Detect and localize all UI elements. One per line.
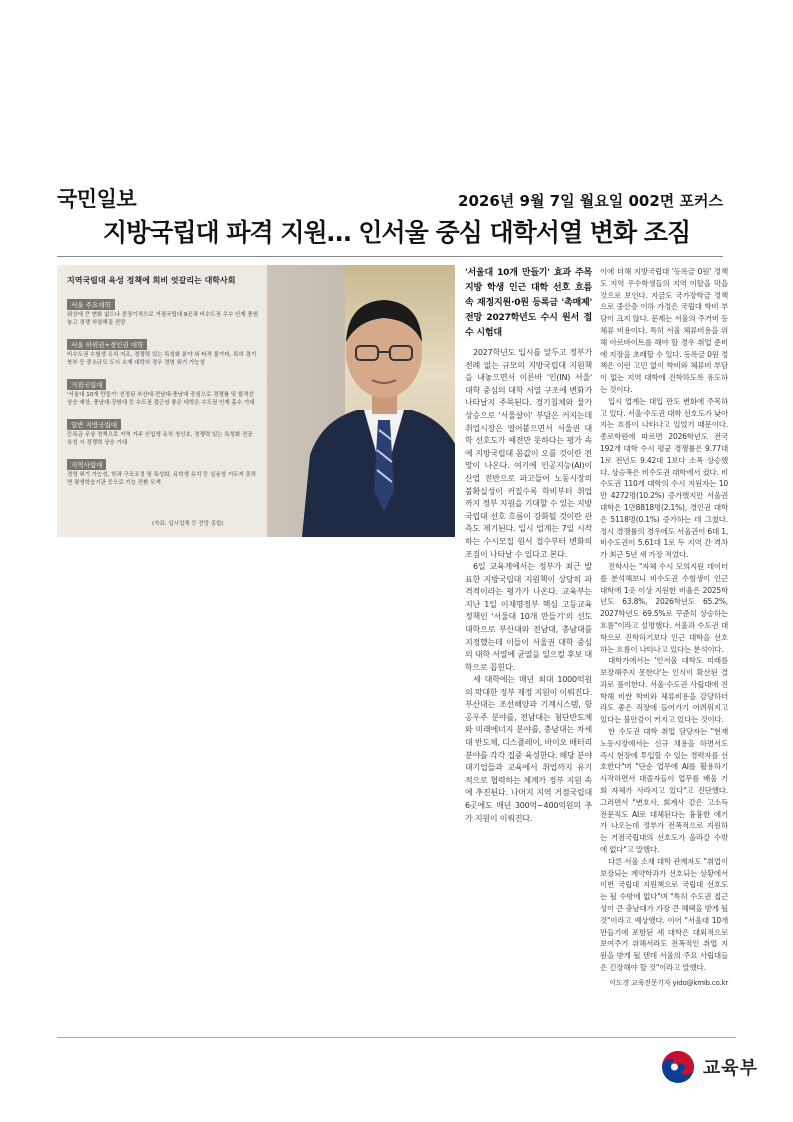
divider	[57, 256, 723, 257]
section-text: 등록금 무상 정책으로 지역 거주 신입생 유치 청신호, 경쟁력 있는 특성화 전공 육성 시 경쟁력 상승 기대	[67, 432, 253, 446]
infographic-section	[67, 292, 259, 327]
article-paragraph: 입시 업계는 대입 판도 변화에 주목하고 있다. 서울·수도권 대학 선호도가 낮아지는 흐름이 나타나고 있었기 때문이다. 종로학원에 따르면 2026학년도 전국 192개 대학 수시 평균 경쟁률은 9.77대 1로 전년도 9.42대 1보다 소폭 상승했다. 상승폭은 비수도권 대학에서 컸다. 비수도권 110개 대학의 수시 지원자는 10만 4272명(10.2%) 증가했지만 서울권 대학은 1만8818명(2.1%), 경인권 대학은 5118명(0.1%) 증가하는 데 그쳤다. 정시 경쟁률의 경우에도 서울권이 6대 1, 비수도권이 5.61대 1로 두 지역 간 격차가 최근 5년 새 가장 적었다.	[600, 396, 729, 560]
section-text: 위상에 큰 변화 없으나 중장기적으로 거점국립대 9곳과 비수도권 우수 인재 충원 놓고 경쟁 치열해질 전망	[67, 312, 259, 326]
article-photo	[57, 265, 455, 537]
article-column-1-lower	[465, 674, 592, 825]
article-paragraph: 다른 서울 소재 대학 관계자도 "취업이 보장되는 계약학과가 선호되는 상황에서 이번 국립대 지원책으로 국립대 선호도는 될 수밖에 없다"며 "특히 수도권 접근성이 큰 충남대가 가장 큰 혜택을 받게 될 것"이라고 예상했다. 이어 "서울대 10개 만들기에 포함된 세 대학은 대외적으로 보여주기 위해서라도 전폭적인 취업 지원을 받게 될 텐데 서울의 주요 사립대들은 긴장해야 할 것"이라고 말했다.	[600, 856, 729, 973]
infographic-section	[67, 372, 259, 407]
article-paragraph: 6일 교육계에서는 정부가 최근 발표한 지방국립대 지원책이 상당히 파격적이라는 평가가 나온다. 교육부는 지난 1일 이재명정부 핵심 고등교육 정책인 '서울대 10개 만들기'의 선도 대학으로 부산대와 전남대, 충남대를 지정했는데 이들이 서울권 대학 중심의 대학 서열에 균열을 일으킬 후보 대학으로 꼽힌다.	[465, 562, 592, 672]
infographic-box	[57, 265, 267, 537]
infographic-title: 지역국립대 육성 정책에 희비 엇갈리는 대학사회	[67, 276, 236, 285]
headline: 지방국립대 파격 지원… 인서울 중심 대학서열 변화 조짐	[102, 218, 691, 247]
footer-divider	[57, 1037, 736, 1038]
section-heading: 거점국립대	[67, 379, 106, 390]
infographic-section	[67, 412, 259, 447]
section-heading: 일반 지방국립대	[67, 419, 121, 430]
newspaper-masthead: 국민일보	[57, 186, 137, 211]
dateline: 2026년 9월 7일 월요일 002면 포커스	[458, 192, 723, 210]
section-heading: 서울 하위권+경인권 대학	[67, 339, 147, 350]
article-paragraph: 이에 더해 지방국립대 '등록금 0원' 정책도 지역 우수학생들의 지역 이탈을 막을 것으로 보인다. 지금도 국가장학금 정책으로 중산층 이하 가정은 국립대 학비 부담이 크지 않다. 문제는 서울의 주거비 등 체류 비용이다. 특히 서울 체류비용을 위해 아르바이트를 해야 할 경우 취업 준비에 지장을 초래할 수 있다. 등록금 0원 정책은 이런 고민 없이 학비와 체류비 부담이 없는 지역 대학에 진학하도록 유도하는 것이다.	[600, 267, 729, 394]
article-paragraph: 한 수도권 대학 취업 담당자는 "현재 노동시장에서는 신규 채용을 하면서도 즉시 현장에 투입할 수 있는 경력자를 선호한다"며 "단순 업무에 AI를 활용하기 시작하면서 대졸자들이 업무를 배울 기회 자체가 사라지고 있다"고 진단했다. 그러면서 "변호사, 회계사 같은 고소득 전문직도 AI로 대체된다는 흉흉한 얘기가 나오는데 정부가 전폭적으로 지원하는 거점국립대의 선호도가 올라갈 수밖에 없다"고 말했다.	[600, 727, 728, 855]
article-paragraph: 세 대학에는 매년 최대 1000억원의 막대한 정부 재정 지원이 이뤄진다. 부산대는 조선해양과 기계시스템, 항공우주 분야를, 전남대는 첨단반도체와 미래에너지 분야를, 충남대는 차세대 반도체, 디스플레이, 바이오 배터리 분야를 각각 집중 육성한다. 해당 분야 대기업들과 교육에서 취업까지 유기적으로 협력하는 체계가 정부 지원 속에 추진된다. 나머지 지역 거점국립대 6곳에도 매년 300억~400억원의 추가 지원이 이뤄진다.	[465, 675, 592, 823]
article-column-2	[600, 266, 728, 990]
ministry-logo	[661, 1050, 758, 1084]
minister-portrait	[302, 280, 455, 537]
article-column-1	[465, 266, 592, 674]
taegeuk-logo-icon	[661, 1050, 695, 1084]
section-text: 경영 위기 가능성, 학과 구조조정 및 특성화, 유학생 유치 등 실용성 거두지 못하면 평생학습기관 등으로 기능 전환 모색	[67, 472, 257, 486]
byline: 이도경 교육전문기자 yido@kmib.co.kr	[609, 978, 728, 987]
section-text: 비수도권 수험생 유치 저조, 경쟁력 있는 특성화 분야 외 타격 불가피, 특히 경기 북부 등 중소규모 도시 소재 대학의 경우 경영 위기 가능성	[67, 352, 257, 366]
ministry-name: 교육부	[702, 1058, 758, 1079]
infographic-section	[67, 452, 259, 487]
article-paragraph: 진학사는 "자체 수시 모의지원 데이터를 분석해보니 비수도권 수험생이 인근 대학에 1곳 이상 지원한 비율은 2025학년도 63.8%, 2026학년도 65.2%, 2027학년도 69.5%로 꾸준히 상승하는 흐름"이라고 설명했다. 서울과 수도권 대학으로 진학하기보다 인근 대학을 선호하는 흐름이 나타나고 있다는 분석이다.	[600, 561, 728, 654]
section-text: '서울대 10개 만들기' 선정된 부산대·전남대·충남대 중심으로 경쟁률 및 합격선 상승 예상, 충남대·강원대 등 수도권 접근성 좋은 대학은 수도권 인재 흡수 기대	[67, 392, 255, 406]
section-heading: 지역사립대	[67, 459, 106, 470]
section-heading: 서울 주요대학	[67, 299, 115, 310]
article-paragraph: 대학가에서는 '인서울 대학도 미래를 보장해주지 못한다'는 인식이 확산된 결과로 풀이한다. 서울·수도권 사립대에 진학해 비싼 학비와 체류비용을 감당하더라도 좋은 직장에 들어가기 어려워지고 있다는 불안감이 커지고 있다는 것이다.	[600, 656, 728, 725]
infographic-section	[67, 332, 259, 367]
article-subhead: '서울대 10개 만들기' 효과 주목 지방 학생 인근 대학 선호 흐름 속 재정지원·0원 등록금 '촉매제' 전망 2027학년도 수시 원서 접수 시험대	[465, 268, 592, 338]
infographic-source: (자료: 입시업체 등 전망 종합)	[152, 521, 224, 527]
article-paragraph: 2027학년도 입시를 앞두고 정부가 전례 없는 규모의 지방국립대 지원책을 내놓으면서 이른바 '인(IN) 서울' 대학 중심의 대학 서열 구조에 변화가 나타날지 주목된다. 경기침체와 물가 상승으로 '서울살이' 부담은 커지는데 취업시장은 얼어붙으면서 서울권 대학 선호도가 예전만 못하다는 평가 속에 지방국립대 몸값이 오를 것이란 전망이 나온다. 여기에 인공지능(AI)이 산업 전반으로 파고들어 노동시장의 불확실성이 커질수록 학비부터 취업까지 정부 지원을 기대할 수 있는 지방국립대 선호 흐름이 강화될 것이란 관측도 제기된다. 입시 업계는 7일 시작하는 수시모집 원서 접수부터 변화의 조짐이 나타날 수 있다고 본다.	[465, 348, 592, 559]
